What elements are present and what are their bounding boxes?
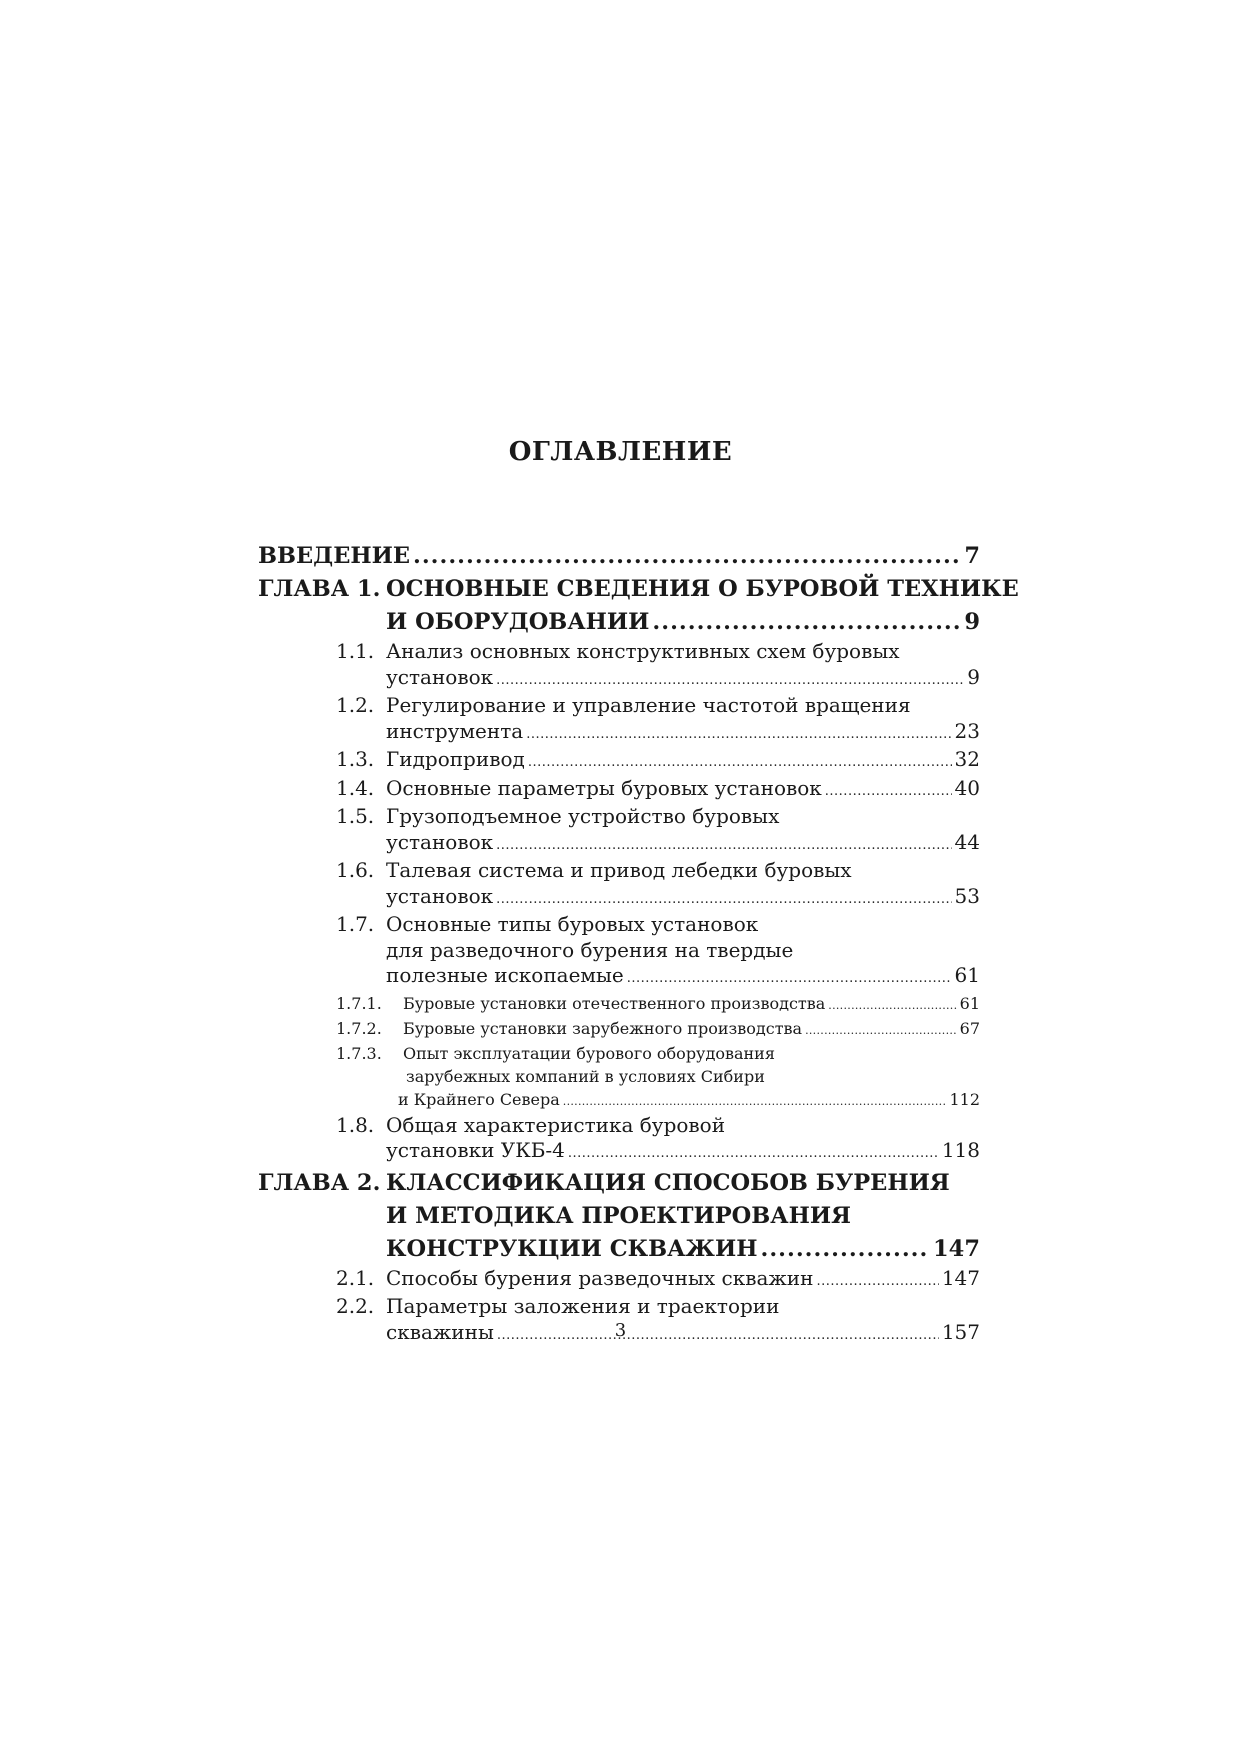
toc-page-number: 44 (954, 829, 980, 854)
table-of-contents (258, 540, 1019, 1348)
toc-page-number: 67 (959, 1018, 980, 1038)
toc-section-1-8[interactable] (258, 1113, 980, 1167)
chapter-number: ГЛАВА 2. (258, 1169, 381, 1196)
leader-dots (496, 833, 951, 859)
toc-entry-title-cont: для разведочного бурения на твердые (386, 937, 794, 962)
section-number: 1.1. (336, 639, 375, 663)
leader-dots (652, 606, 961, 639)
toc-entry-title-cont: установки УКБ-4 (386, 1138, 565, 1162)
toc-page-number: 53 (954, 883, 980, 908)
leader-dots (563, 1090, 947, 1113)
toc-entry-title: Регулирование и управление частотой вращения (386, 693, 911, 717)
section-number: 2.1. (336, 1265, 375, 1290)
leader-dots (816, 1269, 938, 1295)
toc-page-number: 9 (964, 609, 980, 635)
toc-entry-title: Опыт эксплуатации бурового оборудования (403, 1043, 775, 1063)
section-number: 1.3. (336, 747, 375, 771)
toc-page-number: 112 (949, 1089, 980, 1109)
toc-entry-title-cont: скважины (386, 1319, 494, 1344)
toc-entry-title-cont: полезные ископаемые (386, 963, 624, 987)
toc-page-number: 7 (964, 543, 980, 569)
toc-entry-title-cont: КОНСТРУКЦИИ СКВАЖИН (386, 1235, 758, 1262)
toc-page-number: 118 (941, 1138, 980, 1162)
toc-page-number: 32 (954, 747, 980, 771)
leader-dots (760, 1233, 930, 1266)
toc-page-number: 9 (967, 664, 980, 689)
leader-dots (526, 722, 951, 748)
toc-entry-title: Основные параметры буровых установок (386, 775, 822, 800)
toc-entry-title: Основные типы буровых установок (386, 912, 759, 936)
subsection-number: 1.7.1. (336, 993, 382, 1013)
section-number: 2.2. (336, 1294, 375, 1318)
leader-dots (627, 966, 952, 992)
toc-subsection-1-7-3[interactable] (258, 1042, 980, 1113)
toc-entry-title: КЛАССИФИКАЦИЯ СПОСОБОВ БУРЕНИЯ (386, 1169, 950, 1196)
toc-page-number: 157 (941, 1319, 980, 1344)
leader-dots (413, 540, 961, 573)
toc-entry-intro[interactable] (258, 540, 980, 573)
toc-entry-title: Грузоподъемное устройство буровых (386, 804, 780, 828)
subsection-number: 1.7.2. (336, 1018, 382, 1038)
toc-chapter-1[interactable] (258, 573, 1019, 639)
section-number: 1.7. (336, 912, 375, 936)
toc-page-number: 61 (959, 993, 980, 1013)
toc-entry-title: Гидропривод (386, 747, 525, 771)
subsection-number: 1.7.3. (336, 1043, 382, 1063)
leader-dots (496, 668, 964, 694)
chapter-number: ГЛАВА 1. (258, 576, 381, 602)
leader-dots (825, 779, 952, 805)
toc-entry-title-cont: зарубежных компаний в условиях Сибири (406, 1066, 765, 1086)
toc-entry-title: Параметры заложения и траектории (386, 1294, 780, 1318)
toc-entry-title: ОСНОВНЫЕ СВЕДЕНИЯ О БУРОВОЙ ТЕХНИКЕ (386, 576, 1019, 602)
toc-page-number: 40 (954, 775, 980, 800)
toc-page-number: 147 (941, 1265, 980, 1290)
toc-section-1-5[interactable] (258, 804, 980, 858)
toc-chapter-2[interactable] (258, 1167, 980, 1266)
toc-entry-title: Буровые установки отечественного производства (403, 993, 826, 1013)
section-number: 1.4. (336, 775, 375, 800)
section-number: 1.6. (336, 858, 375, 882)
toc-entry-title-cont: установок (386, 664, 494, 689)
toc-subsection-1-7-1[interactable] (258, 992, 980, 1017)
toc-section-1-2[interactable] (258, 693, 980, 747)
section-number: 1.8. (336, 1112, 375, 1137)
toc-entry-title: Буровые установки зарубежного производства (403, 1018, 803, 1038)
leader-dots (805, 1019, 957, 1042)
toc-section-1-6[interactable] (258, 858, 980, 912)
toc-entry-title: Талевая система и привод лебедки буровых (386, 858, 852, 882)
section-number: 1.2. (336, 693, 375, 717)
toc-entry-title: Анализ основных конструктивных схем буровых (386, 639, 900, 663)
toc-section-1-4[interactable] (258, 776, 980, 805)
leader-dots (496, 887, 951, 913)
toc-entry-title-cont: установок (386, 883, 494, 908)
toc-section-1-1[interactable] (258, 639, 980, 693)
section-number: 1.5. (336, 804, 375, 828)
toc-entry-title: ВВЕДЕНИЕ (258, 543, 411, 569)
toc-page-number: 23 (954, 718, 980, 743)
leader-dots (828, 994, 956, 1017)
toc-entry-title: Способы бурения разведочных скважин (386, 1265, 814, 1290)
toc-entry-title: Общая характеристика буровой (386, 1112, 726, 1137)
toc-section-2-1[interactable] (258, 1266, 980, 1295)
toc-subsection-1-7-2[interactable] (258, 1017, 980, 1042)
leader-dots (568, 1141, 939, 1167)
toc-entry-title-cont: И ОБОРУДОВАНИИ (386, 609, 650, 635)
toc-page-number: 61 (954, 963, 980, 987)
leader-dots (528, 750, 952, 776)
toc-section-1-3[interactable] (258, 747, 980, 776)
page-title: ОГЛАВЛЕНИЕ (508, 437, 733, 467)
toc-section-1-7[interactable] (258, 912, 980, 992)
toc-entry-title-cont: И МЕТОДИКА ПРОЕКТИРОВАНИЯ (386, 1202, 851, 1229)
toc-entry-title-cont: установок (386, 829, 494, 854)
toc-entry-title-cont: инструмента (386, 718, 524, 743)
toc-page-number: 147 (933, 1235, 980, 1262)
page-number: 3 (614, 1320, 627, 1341)
toc-entry-title-cont: и Крайнего Севера (398, 1089, 560, 1109)
